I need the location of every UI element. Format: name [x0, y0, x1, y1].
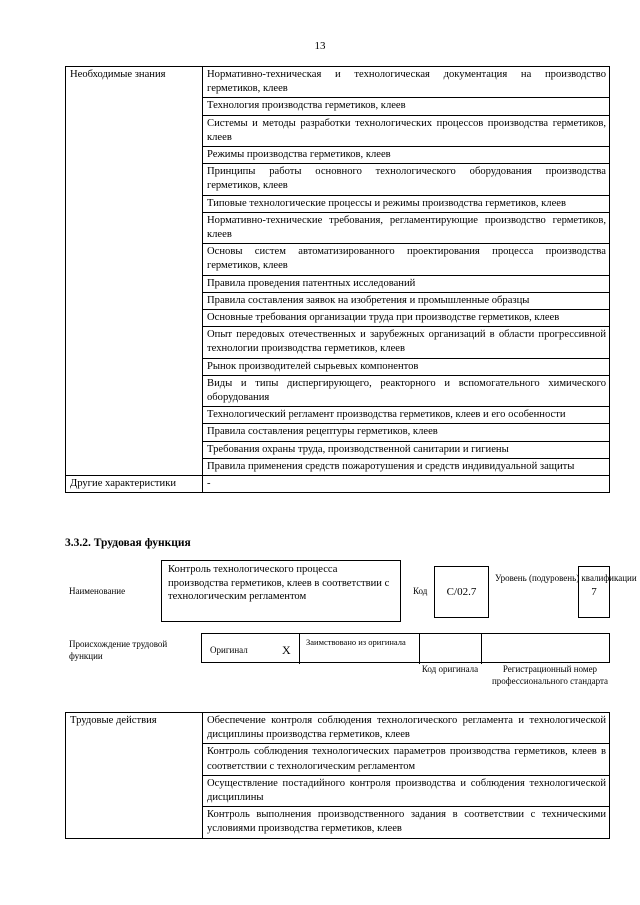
knowledge-item: Правила применения средств пожаротушения и средств индивидуальной защиты — [203, 458, 610, 475]
knowledge-item: Принципы работы основного технологического оборудования производства герметиков, клеев — [203, 164, 610, 195]
origin-borrowed-cell — [300, 634, 420, 664]
labor-action-item: Обеспечение контроля соблюдения технологического регламента и технологической дисциплины производства герметиков, клеев — [203, 713, 610, 744]
knowledge-item: Требования охраны труда, производственной санитарии и гигиены — [203, 441, 610, 458]
origin-original-cell — [202, 634, 300, 664]
knowledge-item: Опыт передовых отечественных и зарубежных организаций в области прогрессивной технологии производства герметиков, клеев — [203, 327, 610, 358]
original-label: Оригинал — [210, 645, 248, 655]
page-number: 13 — [314, 40, 326, 52]
function-name: Контроль технологического процесса производства герметиков, клеев в соответствии с технологическим регламентом — [161, 560, 401, 622]
knowledge-item: Основы систем автоматизированного проектирования процесса производства герметиков, клеев — [203, 244, 610, 275]
labor-action-item: Контроль соблюдения технологических параметров производства герметиков, клеев в соответствии с технологическим регламентом — [203, 744, 610, 775]
knowledge-item: Технология производства герметиков, клеев — [203, 98, 610, 115]
labor-action-item: Осуществление постадийного контроля производства и соблюдения технологической дисциплины — [203, 775, 610, 806]
borrowed-label: Заимствовано из оригинала — [306, 637, 406, 647]
knowledge-item: Нормативно-технические требования, регламентирующие производство герметиков, клеев — [203, 212, 610, 243]
knowledge-table — [65, 66, 610, 493]
other-characteristics-label: Другие характеристики — [66, 476, 203, 493]
original-mark: X — [282, 643, 291, 657]
knowledge-item: Нормативно-техническая и технологическая документация на производство герметиков, клеев — [203, 67, 610, 98]
knowledge-item: Системы и методы разработки технологических процессов производства герметиков, клеев — [203, 115, 610, 146]
other-characteristics-value: - — [203, 476, 610, 493]
knowledge-item: Правила проведения патентных исследований — [203, 275, 610, 292]
knowledge-item: Рынок производителей сырьевых компонентов — [203, 358, 610, 375]
knowledge-item: Правила составления рецептуры герметиков, клеев — [203, 424, 610, 441]
knowledge-item: Типовые технологические процессы и режимы производства герметиков, клеев — [203, 195, 610, 212]
knowledge-label: Необходимые знания — [66, 67, 203, 476]
knowledge-item: Режимы производства герметиков, клеев — [203, 147, 610, 164]
origin-row — [201, 633, 610, 663]
code-label: Код — [413, 586, 428, 596]
labor-actions-label: Трудовые действия — [66, 713, 203, 839]
function-level: 7 — [578, 566, 610, 618]
registration-number-caption: Регистрационный номер профессионального стандарта — [491, 664, 609, 686]
knowledge-item: Технологический регламент производства герметиков, клеев и его особенности — [203, 407, 610, 424]
origin-label: Происхождение трудовой функции — [69, 639, 168, 661]
origin-code-cell — [420, 634, 482, 664]
section-title: 3.3.2. Трудовая функция — [65, 537, 191, 549]
labor-actions-table — [65, 712, 610, 839]
knowledge-item: Правила составления заявок на изобретения и промышленные образцы — [203, 292, 610, 309]
original-code-caption: Код оригинала — [421, 664, 479, 674]
function-code: C/02.7 — [434, 566, 489, 618]
knowledge-item: Виды и типы диспергирующего, реакторного и вспомогательного химического оборудования — [203, 375, 610, 406]
name-label: Наименование — [69, 586, 126, 596]
knowledge-item: Основные требования организации труда при производстве герметиков, клеев — [203, 310, 610, 327]
level-label: Уровень (подуровень) квалификации — [495, 573, 637, 583]
labor-action-item: Контроль выполнения производственного задания в соответствии с техническими условиями производства герметиков, клеев — [203, 807, 610, 838]
origin-reg-number-cell — [482, 634, 609, 664]
